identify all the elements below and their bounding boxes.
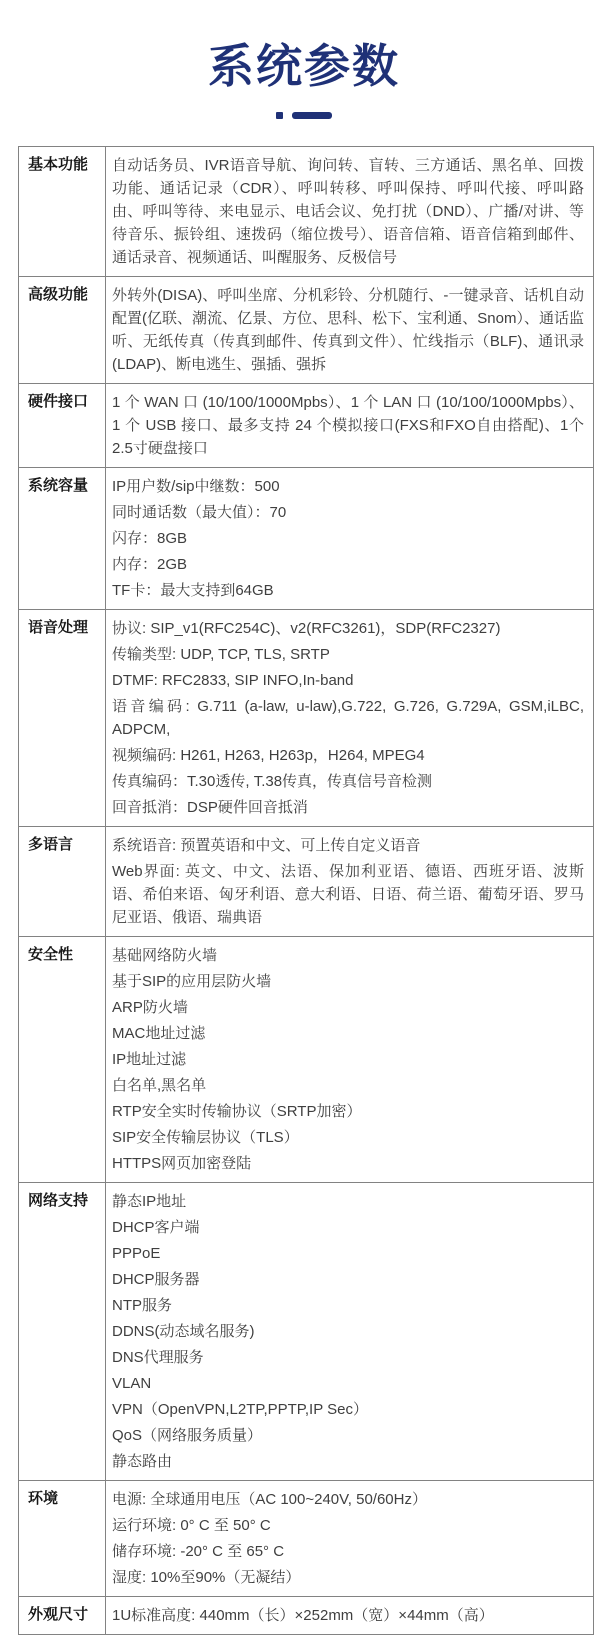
spec-category-label: 外观尺寸 [19, 1597, 106, 1634]
spec-line: DDNS(动态域名服务) [112, 1323, 255, 1340]
spec-line: DNS代理服务 [112, 1349, 204, 1366]
spec-line: 视频编码: H261, H263, H263p，H264, MPEG4 [112, 747, 425, 764]
page-title: 系统参数 [208, 40, 400, 92]
spec-value-cell [106, 1597, 593, 1634]
table-row [19, 147, 593, 276]
spec-value-cell [106, 277, 593, 383]
spec-line: 白名单,黑名单 [112, 1077, 207, 1094]
table-row [19, 826, 593, 936]
spec-line: DTMF: RFC2833, SIP INFO,In-band [112, 672, 354, 689]
spec-value-cell [106, 827, 593, 936]
table-row [19, 936, 593, 1182]
spec-value-cell [106, 1481, 593, 1596]
table-row [19, 383, 593, 467]
spec-line: 储存环境: -20° C 至 65° C [112, 1543, 285, 1560]
spec-line: QoS（网络服务质量） [112, 1427, 263, 1444]
spec-category-label: 安全性 [19, 937, 106, 1182]
decoration-dot [276, 112, 283, 119]
spec-line: NTP服务 [112, 1297, 173, 1314]
spec-value-cell [106, 937, 593, 1182]
spec-line: HTTPS网页加密登陆 [112, 1155, 252, 1172]
spec-line: 协议: SIP_v1(RFC254C)、v2(RFC3261)，SDP(RFC2327) [112, 620, 501, 637]
spec-line: VPN（OpenVPN,L2TP,PPTP,IP Sec） [112, 1401, 368, 1418]
page-header [0, 0, 608, 119]
spec-line: ARP防火墙 [112, 999, 188, 1016]
spec-line: 系统语音: 预置英语和中文、可上传自定义语音 [112, 837, 421, 854]
spec-category-label: 高级功能 [19, 277, 106, 383]
spec-value-cell [106, 610, 593, 826]
spec-line: PPPoE [112, 1245, 161, 1262]
table-row [19, 1182, 593, 1480]
spec-line: TF卡：最大支持到64GB [112, 582, 274, 599]
spec-line: 闪存：8GB [112, 530, 188, 547]
spec-line: 传真编码：T.30透传, T.38传真，传真信号音检测 [112, 773, 433, 790]
spec-line: DHCP客户端 [112, 1219, 200, 1236]
spec-line: 基础网络防火墙 [112, 947, 218, 964]
spec-category-label: 多语言 [19, 827, 106, 936]
table-row [19, 467, 593, 609]
spec-line: 静态路由 [112, 1453, 173, 1470]
spec-category-label: 语音处理 [19, 610, 106, 826]
spec-line: 湿度: 10%至90%（无凝结） [112, 1569, 301, 1586]
spec-line: 传输类型: UDP, TCP, TLS, SRTP [112, 646, 330, 663]
table-row [19, 276, 593, 383]
spec-line: VLAN [112, 1375, 152, 1392]
table-row [19, 1596, 593, 1634]
spec-line: MAC地址过滤 [112, 1025, 206, 1042]
spec-value-cell [106, 468, 593, 609]
spec-category-label: 硬件接口 [19, 384, 106, 467]
spec-category-label: 环境 [19, 1481, 106, 1596]
table-row [19, 609, 593, 826]
spec-table [18, 146, 594, 1635]
spec-line: 静态IP地址 [112, 1193, 187, 1210]
spec-line: 基于SIP的应用层防火墙 [112, 973, 272, 990]
spec-line: 自动话务员、IVR语音导航、询问转、盲转、三方通话、黑名单、回拨功能、通话记录（CDR）、呼叫转移、呼叫保持、呼叫代接、呼叫路由、呼叫等待、来电显示、电话会议、免打扰（DND）、广播/对讲、等待音乐、振铃组、速拨码（缩位拨号）、语音信箱、语音信箱到邮件、通话录音、视频通话、叫醒服务、反极信号 [112, 157, 584, 266]
spec-category-label: 基本功能 [19, 147, 106, 276]
spec-category-label: 系统容量 [19, 468, 106, 609]
title-decoration [0, 112, 608, 119]
spec-line: SIP安全传输层协议（TLS） [112, 1129, 299, 1146]
spec-line: 同时通话数（最大值）：70 [112, 504, 287, 521]
spec-line: 内存：2GB [112, 556, 188, 573]
spec-line: 电源: 全球通用电压（AC 100~240V, 50/60Hz） [112, 1491, 427, 1508]
spec-line: 回音抵消：DSP硬件回音抵消 [112, 799, 308, 816]
spec-value-cell [106, 147, 593, 276]
spec-value-cell [106, 1183, 593, 1480]
spec-line: 1 个 WAN 口 (10/100/1000Mpbs）、1 个 LAN 口 (10/100/1000Mpbs）、1 个 USB 接口、最多支持 24 个模拟接口(FXS和FXO自由搭配)、1个2.5寸硬盘接口 [112, 394, 584, 457]
spec-line: 外转外(DISA)、呼叫坐席、分机彩铃、分机随行、-一键录音、话机自动配置(亿联、潮流、亿景、方位、思科、松下、宝利通、Snom）、通话监听、无纸传真（传真到邮件、传真到文件）、忙线指示（BLF)、通讯录(LDAP)、断电逃生、强插、强拆 [112, 287, 584, 373]
spec-line: 运行环境: 0° C 至 50° C [112, 1517, 271, 1534]
spec-line: 语音编码: G.711 (a-law, u-law),G.722, G.726, G.729A, GSM,iLBC, ADPCM, [112, 698, 584, 738]
spec-line: 1U标准高度: 440mm（长）×252mm（宽）×44mm（高） [112, 1607, 494, 1624]
spec-line: IP地址过滤 [112, 1051, 187, 1068]
decoration-bar [292, 112, 332, 119]
spec-value-cell [106, 384, 593, 467]
spec-line: DHCP服务器 [112, 1271, 200, 1288]
spec-line: RTP安全实时传输协议（SRTP加密） [112, 1103, 362, 1120]
spec-category-label: 网络支持 [19, 1183, 106, 1480]
spec-line: Web界面: 英文、中文、法语、保加利亚语、德语、西班牙语、波斯语、希伯来语、匈牙利语、意大利语、日语、荷兰语、葡萄牙语、罗马尼亚语、俄语、瑞典语 [112, 863, 584, 926]
spec-line: IP用户数/sip中继数：500 [112, 478, 280, 495]
table-row [19, 1480, 593, 1596]
